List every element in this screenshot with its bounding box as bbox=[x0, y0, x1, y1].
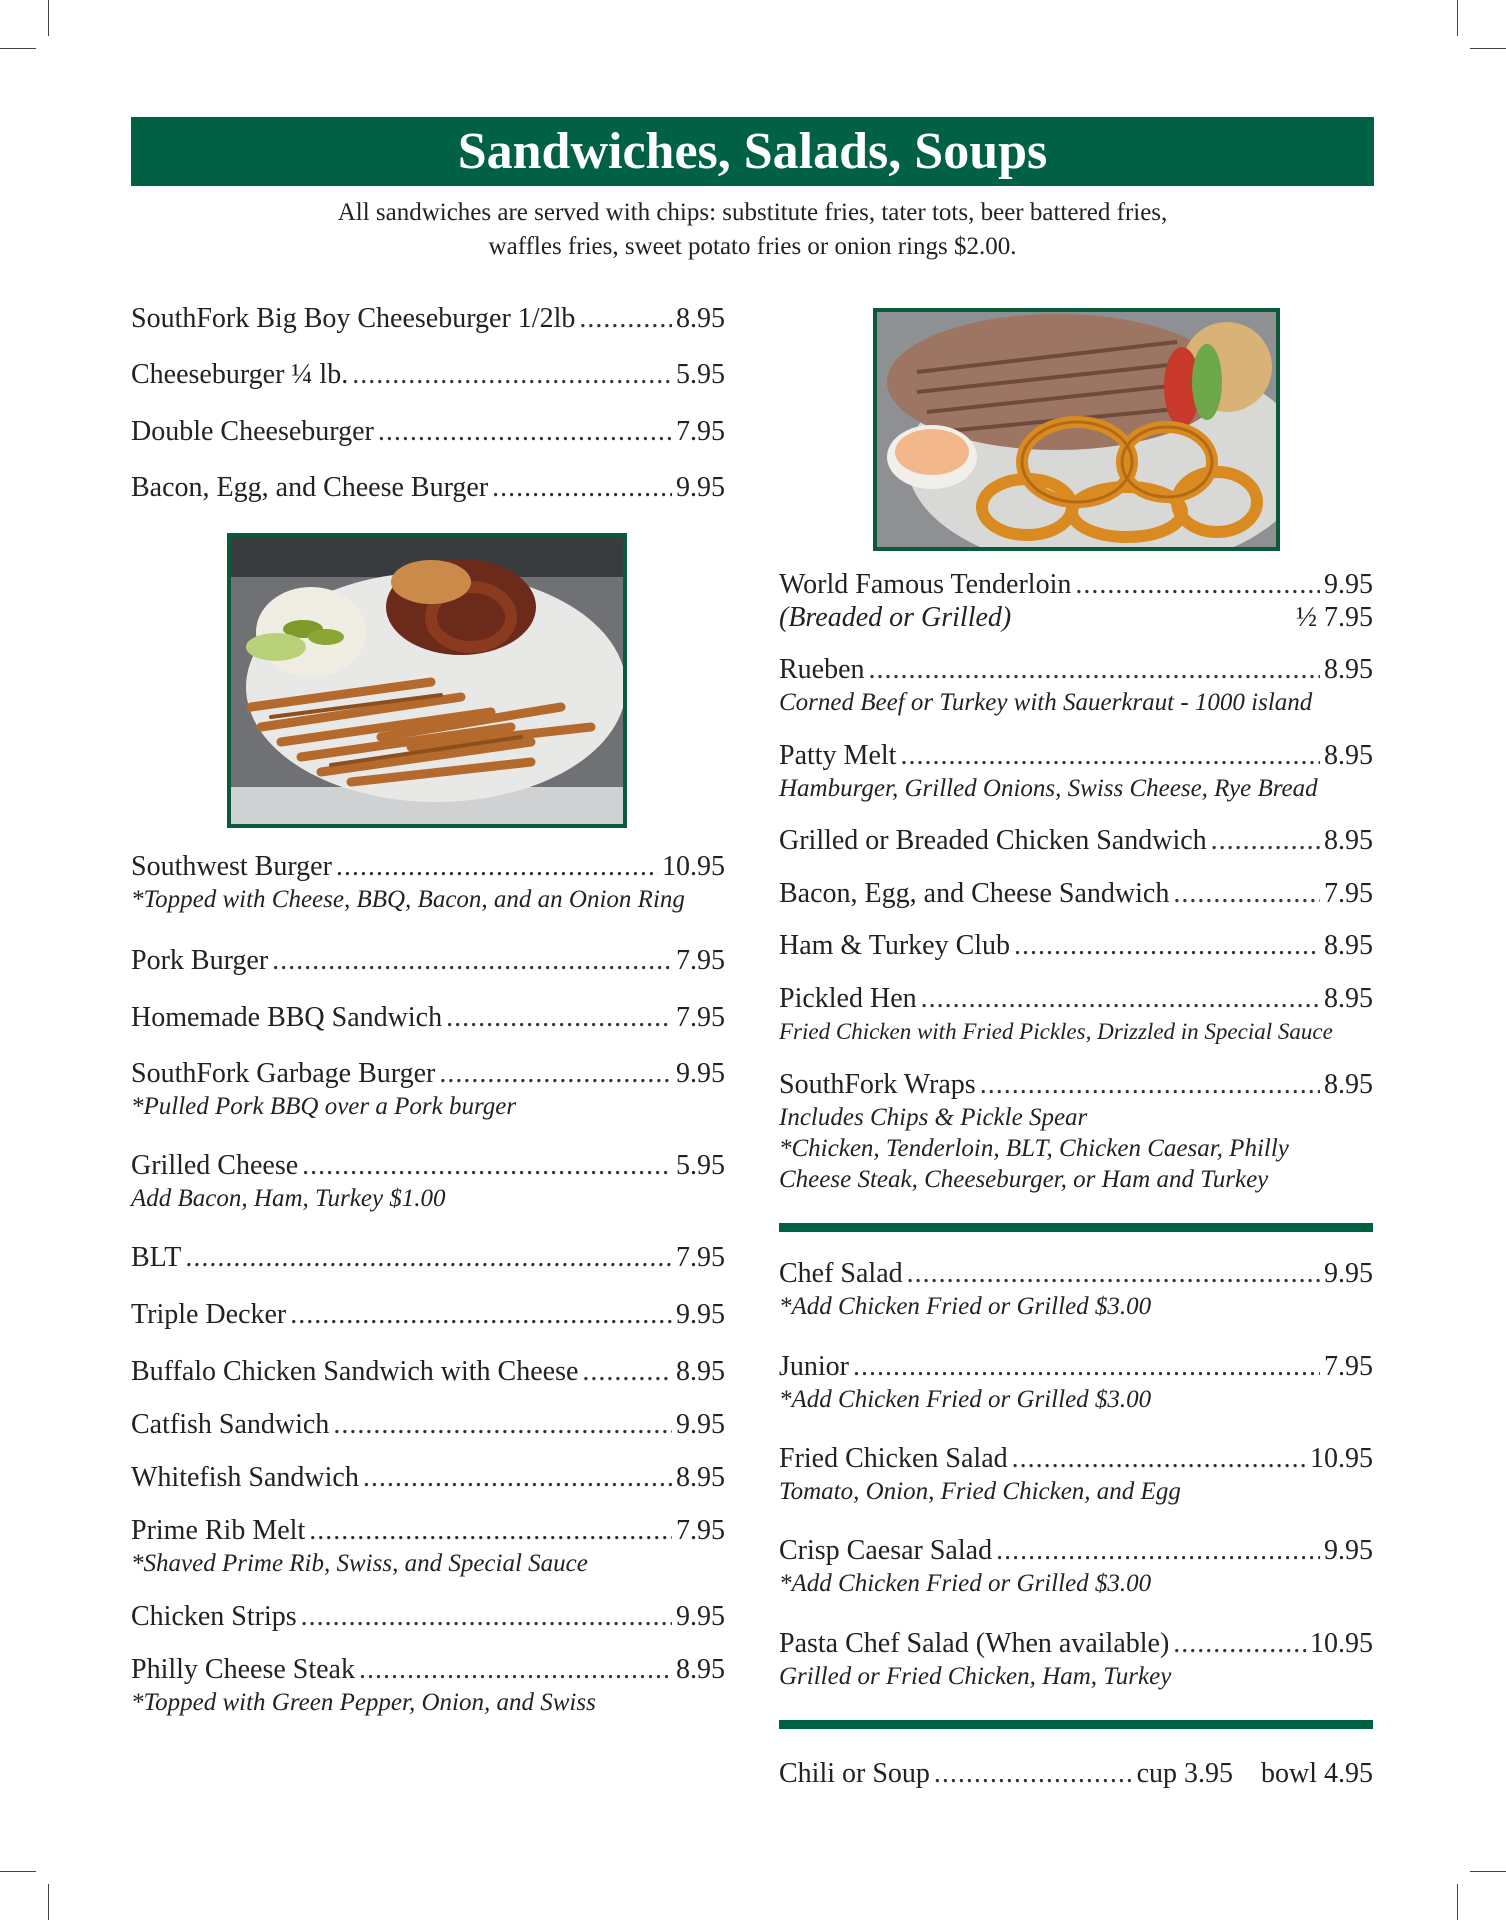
item-name: SouthFork Wraps bbox=[779, 1069, 976, 1100]
menu-item bbox=[131, 944, 725, 978]
dot-leader bbox=[272, 944, 672, 978]
item-name: Pork Burger bbox=[131, 945, 269, 976]
dot-leader bbox=[363, 1461, 672, 1495]
menu-item bbox=[779, 1442, 1373, 1507]
menu-item bbox=[131, 1600, 725, 1634]
crop-mark bbox=[1457, 0, 1458, 36]
item-name: Buffalo Chicken Sandwich with Cheese bbox=[131, 1356, 579, 1387]
crop-mark bbox=[1470, 1871, 1506, 1872]
page-title: Sandwiches, Salads, Soups bbox=[131, 117, 1374, 186]
item-name: Cheeseburger ¼ lb. bbox=[131, 359, 349, 390]
dot-leader bbox=[290, 1298, 672, 1332]
dot-leader bbox=[336, 850, 658, 884]
menu-item bbox=[779, 929, 1373, 963]
tenderloin-onion-rings-photo bbox=[873, 308, 1280, 551]
menu-item bbox=[131, 1149, 725, 1214]
crop-mark bbox=[48, 1884, 49, 1920]
dot-leader bbox=[302, 1149, 672, 1183]
item-description: (Breaded or Grilled) bbox=[779, 602, 1012, 633]
crop-mark bbox=[1470, 48, 1506, 49]
section-divider bbox=[779, 1720, 1373, 1729]
menu-item bbox=[779, 1627, 1373, 1692]
item-name: Crisp Caesar Salad bbox=[779, 1535, 993, 1566]
dot-leader bbox=[907, 1257, 1320, 1291]
item-description: *Topped with Green Pepper, Onion, and Swiss bbox=[131, 1689, 596, 1716]
dot-leader bbox=[582, 1355, 672, 1389]
item-name: Homemade BBQ Sandwich bbox=[131, 1002, 443, 1033]
item-name: SouthFork Garbage Burger bbox=[131, 1058, 436, 1089]
item-price: 8.95 bbox=[676, 303, 725, 334]
crop-mark bbox=[1457, 1884, 1458, 1920]
item-name: Southwest Burger bbox=[131, 851, 332, 882]
item-name: Grilled or Breaded Chicken Sandwich bbox=[779, 825, 1207, 856]
crop-mark bbox=[48, 0, 49, 36]
item-price: 10.95 bbox=[662, 851, 725, 882]
item-name: Rueben bbox=[779, 654, 865, 685]
cup-price: cup 3.95 bbox=[1136, 1758, 1233, 1789]
item-name: SouthFork Big Boy Cheeseburger 1/2lb bbox=[131, 303, 576, 334]
item-name: Pasta Chef Salad (When available) bbox=[779, 1628, 1170, 1659]
menu-item bbox=[131, 1461, 725, 1495]
item-description: Fried Chicken with Fried Pickles, Drizzled in Special Sauce bbox=[779, 1019, 1333, 1044]
item-price: 8.95 bbox=[1324, 930, 1373, 961]
menu-item bbox=[779, 1257, 1373, 1322]
item-name: Chicken Strips bbox=[131, 1601, 297, 1632]
menu-item bbox=[779, 1534, 1373, 1599]
dot-leader bbox=[980, 1068, 1320, 1102]
item-price: 7.95 bbox=[676, 1242, 725, 1273]
menu-item bbox=[131, 471, 725, 505]
item-description: Hamburger, Grilled Onions, Swiss Cheese, Rye Bread bbox=[779, 775, 1318, 802]
item-price: 8.95 bbox=[676, 1356, 725, 1387]
item-price: 8.95 bbox=[1324, 740, 1373, 771]
item-name: Whitefish Sandwich bbox=[131, 1462, 359, 1493]
item-name: Pickled Hen bbox=[779, 983, 917, 1014]
dot-leader bbox=[378, 415, 672, 449]
item-price: 9.95 bbox=[1324, 1535, 1373, 1566]
item-name: Chili or Soup bbox=[779, 1758, 930, 1789]
item-name: Patty Melt bbox=[779, 740, 897, 771]
dot-leader bbox=[579, 302, 672, 336]
item-price: 7.95 bbox=[1324, 1351, 1373, 1382]
item-description: Grilled or Fried Chicken, Ham, Turkey bbox=[779, 1663, 1172, 1690]
item-price: 10.95 bbox=[1310, 1443, 1373, 1474]
item-price: 7.95 bbox=[676, 945, 725, 976]
item-price: 9.95 bbox=[1324, 569, 1373, 600]
menu-item bbox=[131, 1057, 725, 1122]
menu-item bbox=[131, 850, 725, 915]
item-description: *Chicken, Tenderloin, BLT, Chicken Caesar, Philly bbox=[779, 1135, 1289, 1162]
item-description: *Shaved Prime Rib, Swiss, and Special Sauce bbox=[131, 1550, 588, 1577]
sides-note-line: All sandwiches are served with chips: substitute fries, tater tots, beer battered fries, bbox=[337, 199, 1168, 226]
menu-item bbox=[779, 739, 1373, 804]
menu-item bbox=[779, 1350, 1373, 1415]
menu-item bbox=[131, 1653, 725, 1718]
item-name: Grilled Cheese bbox=[131, 1150, 299, 1181]
item-price: 5.95 bbox=[676, 1150, 725, 1181]
item-price: 9.95 bbox=[676, 1299, 725, 1330]
item-price: 10.95 bbox=[1310, 1628, 1373, 1659]
item-price: 8.95 bbox=[1324, 825, 1373, 856]
item-price: 7.95 bbox=[676, 1002, 725, 1033]
dot-leader bbox=[359, 1653, 672, 1687]
item-price: 8.95 bbox=[1324, 1069, 1373, 1100]
menu-item bbox=[779, 824, 1373, 858]
dot-leader bbox=[1211, 824, 1320, 858]
menu-item bbox=[131, 358, 725, 392]
item-name: World Famous Tenderloin bbox=[779, 569, 1072, 600]
section-divider bbox=[779, 1223, 1373, 1232]
sides-note-line: waffles fries, sweet potato fries or onion rings $2.00. bbox=[488, 233, 1017, 260]
item-price: 9.95 bbox=[676, 472, 725, 503]
dot-leader bbox=[492, 471, 672, 505]
dot-leader bbox=[309, 1514, 672, 1548]
menu-item bbox=[131, 302, 725, 336]
dot-leader bbox=[853, 1350, 1320, 1384]
dot-leader bbox=[869, 653, 1320, 687]
item-name: Ham & Turkey Club bbox=[779, 930, 1011, 961]
item-description: *Add Chicken Fried or Grilled $3.00 bbox=[779, 1293, 1152, 1320]
menu-item bbox=[779, 1068, 1373, 1195]
bowl-price: bowl 4.95 bbox=[1261, 1758, 1373, 1789]
menu-item bbox=[779, 653, 1373, 718]
item-description: Tomato, Onion, Fried Chicken, and Egg bbox=[779, 1478, 1181, 1505]
item-description: *Add Chicken Fried or Grilled $3.00 bbox=[779, 1570, 1152, 1597]
dot-leader bbox=[1014, 929, 1320, 963]
dot-leader bbox=[333, 1408, 672, 1442]
menu-item bbox=[131, 1001, 725, 1035]
dot-leader bbox=[352, 358, 672, 392]
item-price: 8.95 bbox=[676, 1654, 725, 1685]
menu-item bbox=[779, 877, 1373, 911]
item-name: Prime Rib Melt bbox=[131, 1515, 306, 1546]
dot-leader bbox=[185, 1241, 672, 1275]
item-description: Add Bacon, Ham, Turkey $1.00 bbox=[131, 1185, 446, 1212]
dot-leader bbox=[301, 1600, 672, 1634]
item-price: 8.95 bbox=[676, 1462, 725, 1493]
item-price: 9.95 bbox=[1324, 1258, 1373, 1289]
item-description: *Topped with Cheese, BBQ, Bacon, and an Onion Ring bbox=[131, 886, 685, 913]
item-price: 8.95 bbox=[1324, 654, 1373, 685]
menu-item bbox=[131, 1241, 725, 1275]
item-name: Philly Cheese Steak bbox=[131, 1654, 355, 1685]
item-name: Bacon, Egg, and Cheese Burger bbox=[131, 472, 489, 503]
dot-leader bbox=[1012, 1442, 1306, 1476]
menu-item bbox=[131, 1514, 725, 1579]
menu-item bbox=[779, 982, 1373, 1047]
item-description: *Pulled Pork BBQ over a Pork burger bbox=[131, 1093, 517, 1120]
item-price: 9.95 bbox=[676, 1409, 725, 1440]
item-description: *Add Chicken Fried or Grilled $3.00 bbox=[779, 1386, 1152, 1413]
item-description: Cheese Steak, Cheeseburger, or Ham and Turkey bbox=[779, 1166, 1269, 1193]
item-price: 7.95 bbox=[676, 416, 725, 447]
item-name: Catfish Sandwich bbox=[131, 1409, 330, 1440]
half-price: ½ 7.95 bbox=[1296, 602, 1373, 633]
dot-leader bbox=[934, 1757, 1133, 1791]
dot-leader bbox=[1173, 1627, 1306, 1661]
item-price: 7.95 bbox=[676, 1515, 725, 1546]
dot-leader bbox=[900, 739, 1320, 773]
item-name: Triple Decker bbox=[131, 1299, 287, 1330]
menu-item bbox=[779, 1757, 1373, 1791]
item-description: Corned Beef or Turkey with Sauerkraut - 1000 island bbox=[779, 689, 1313, 716]
crop-mark bbox=[0, 48, 36, 49]
dot-leader bbox=[1075, 568, 1320, 602]
item-name: Junior bbox=[779, 1351, 849, 1382]
menu-item bbox=[779, 568, 1373, 634]
dot-leader bbox=[996, 1534, 1320, 1568]
burger-fries-photo bbox=[227, 533, 627, 828]
dot-leader bbox=[439, 1057, 672, 1091]
item-name: Double Cheeseburger bbox=[131, 416, 374, 447]
item-price: 8.95 bbox=[1324, 983, 1373, 1014]
item-price: 9.95 bbox=[676, 1601, 725, 1632]
menu-item bbox=[131, 1408, 725, 1442]
dot-leader bbox=[921, 982, 1320, 1016]
menu-item bbox=[131, 1298, 725, 1332]
item-name: Chef Salad bbox=[779, 1258, 903, 1289]
item-name: Bacon, Egg, and Cheese Sandwich bbox=[779, 878, 1170, 909]
dot-leader bbox=[1173, 877, 1320, 911]
crop-mark bbox=[0, 1871, 36, 1872]
dot-leader bbox=[446, 1001, 672, 1035]
item-price: 5.95 bbox=[676, 359, 725, 390]
item-name: BLT bbox=[131, 1242, 182, 1273]
menu-item bbox=[131, 1355, 725, 1389]
item-name: Fried Chicken Salad bbox=[779, 1443, 1008, 1474]
menu-item bbox=[131, 415, 725, 449]
item-price: 9.95 bbox=[676, 1058, 725, 1089]
item-description: Includes Chips & Pickle Spear bbox=[779, 1104, 1088, 1131]
sides-note bbox=[131, 196, 1374, 264]
item-price: 7.95 bbox=[1324, 878, 1373, 909]
